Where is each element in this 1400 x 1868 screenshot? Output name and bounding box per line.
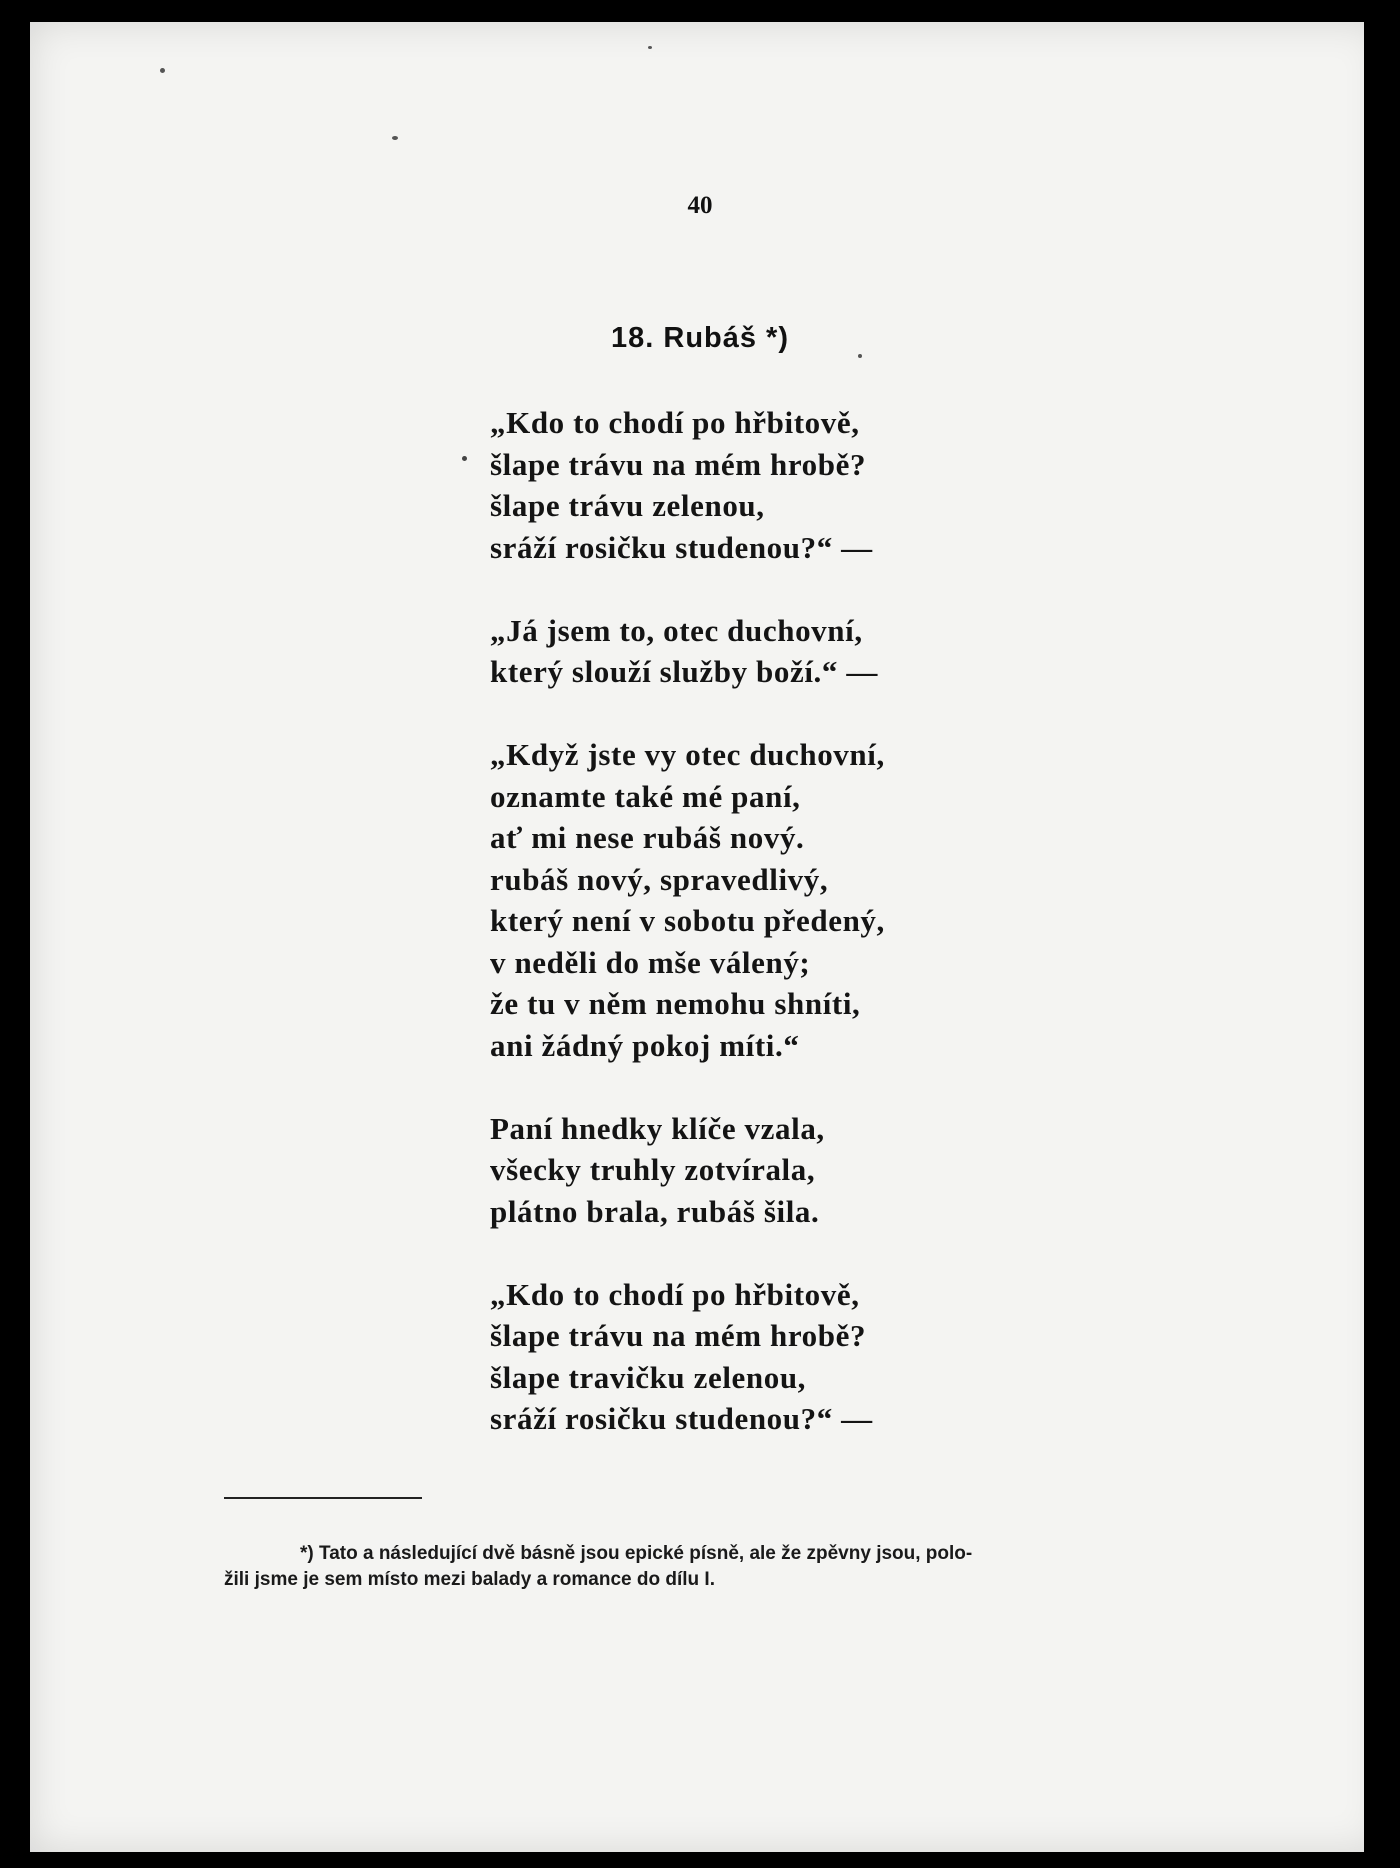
dust-speck	[392, 136, 398, 140]
verse-line: plátno brala, rubáš šila.	[490, 1193, 820, 1229]
verse-line: šlape trávu na mém hrobě?	[490, 1318, 867, 1353]
stanza	[490, 1274, 885, 1440]
footnote-line: žili jsme je sem místo mezi balady a romance do dílu I.	[224, 1569, 715, 1590]
verse-line: který slouží služby boží.“ —	[490, 654, 878, 689]
stanza	[490, 734, 885, 1066]
stanza	[490, 402, 885, 568]
scan-border	[1364, 0, 1400, 1868]
dust-speck	[160, 68, 165, 73]
dust-speck	[648, 46, 652, 49]
verse-line: že tu v něm nemohu shníti,	[490, 986, 861, 1021]
poem-title: 18. Rubáš *)	[611, 322, 789, 354]
stanza	[490, 1108, 885, 1233]
stanza	[490, 610, 885, 693]
verse-line: „Když jste vy otec duchovní,	[490, 737, 885, 772]
verse-line: ani žádný pokoj míti.“	[490, 1027, 800, 1063]
footnote-divider	[224, 1497, 422, 1499]
verse-line: šlape trávu zelenou,	[490, 488, 765, 523]
verse-line: který není v sobotu předený,	[490, 903, 885, 938]
verse-line: „Já jsem to, otec duchovní,	[490, 612, 863, 648]
page-number: 40	[687, 192, 713, 219]
margin-dot	[462, 456, 467, 461]
verse-line: oznamte také mé paní,	[490, 778, 801, 814]
verse-line: v neděli do mše válený;	[490, 944, 811, 980]
footnote-line: *) Tato a následující dvě básně jsou epické písně, ale že zpěvny jsou, polo-	[300, 1543, 973, 1564]
verse-line: ať mi nese rubáš nový.	[490, 820, 805, 855]
poem-body	[490, 402, 885, 1481]
verse-line: „Kdo to chodí po hřbitově,	[490, 1276, 860, 1312]
verse-line: „Kdo to chodí po hřbitově,	[490, 405, 860, 440]
verse-line: všecky truhly zotvírala,	[490, 1152, 816, 1187]
verse-line: rubáš nový, spravedlivý,	[490, 861, 829, 897]
verse-line: sráží rosičku studenou?“ —	[490, 1401, 873, 1436]
verse-line: šlape trávu na mém hrobě?	[490, 446, 867, 482]
verse-line: sráží rosičku studenou?“ —	[490, 529, 873, 565]
footnote	[224, 1541, 1216, 1593]
verse-line: šlape travičku zelenou,	[490, 1359, 807, 1395]
verse-line: Paní hnedky klíče vzala,	[490, 1110, 825, 1146]
